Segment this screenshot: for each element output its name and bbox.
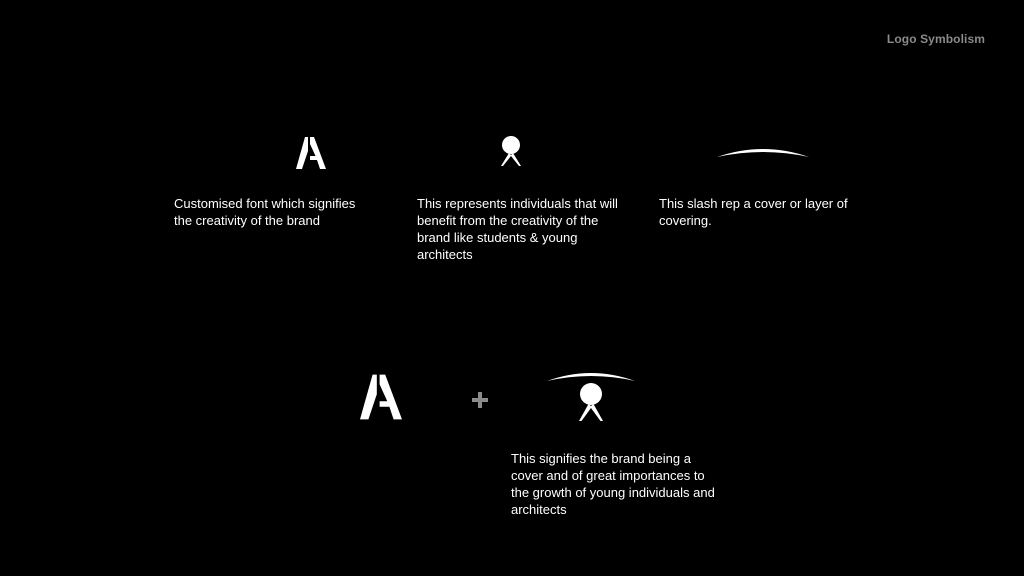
- combination-caption: This signifies the brand being a cover and of great importances to the growth of young individuals and architects: [511, 451, 715, 517]
- arc-slash-icon: [716, 144, 810, 160]
- symbol-caption-slash: This slash rep a cover or layer of covering.: [659, 196, 848, 228]
- letter-a-icon: [360, 374, 402, 420]
- combined-logo-icon: [546, 369, 636, 423]
- symbol-caption-font: Customised font which signifies the creativity of the brand: [174, 196, 356, 228]
- page-label: Logo Symbolism: [886, 32, 985, 46]
- person-icon: [500, 136, 522, 166]
- letter-a-icon: [296, 137, 326, 169]
- symbol-caption-individuals: This represents individuals that will benefit from the creativity of the brand like students & young architects: [417, 196, 618, 262]
- plus-icon: [472, 392, 488, 408]
